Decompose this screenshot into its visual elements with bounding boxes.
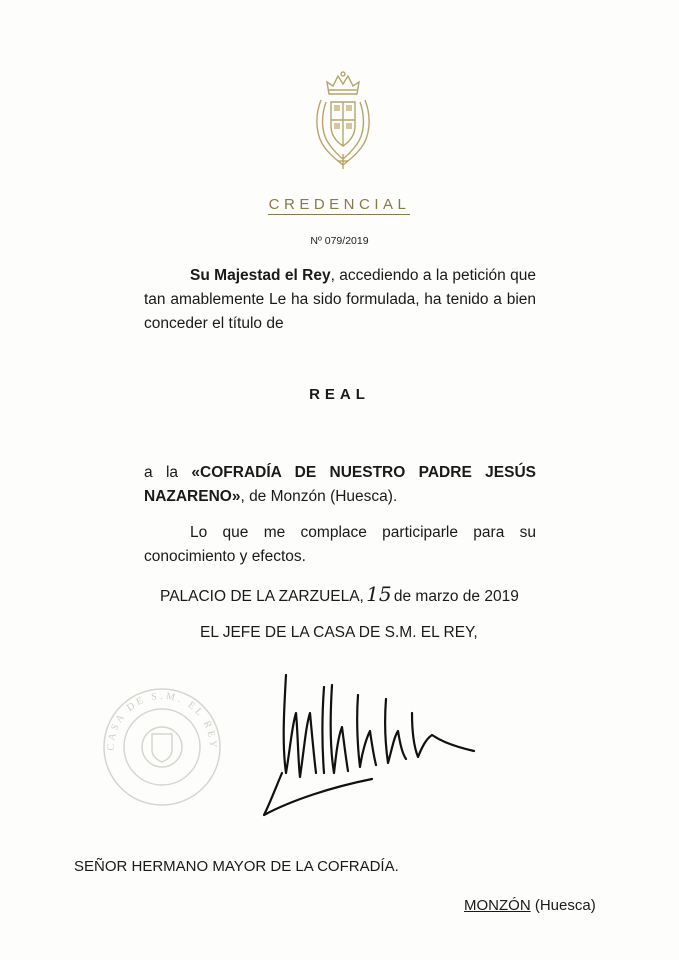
province-name: (Huesca) [534,897,596,914]
recipient-suffix: , de Monzón (Huesca). [240,488,398,505]
place-text: PALACIO DE LA ZARZUELA, [160,588,364,605]
reference-number: Nº 079/2019 [310,235,369,247]
handwritten-day: 15 [366,582,392,606]
recipient-name: «COFRADÍA DE NUESTRO PADRE JESÚS NAZARENO» [144,464,536,505]
royal-crest-icon [307,70,379,170]
recipient-paragraph [144,461,536,509]
intro-paragraph [144,264,536,336]
addressee: SEÑOR HERMANO MAYOR DE LA COFRADÍA. [74,858,399,875]
signatory-title: EL JEFE DE LA CASA DE S.M. EL REY, [200,624,478,641]
granted-title: REAL [309,386,370,403]
svg-text:CASA DE S.M. EL REY [106,691,218,751]
seal-inscription: CASA DE S.M. EL REY [105,690,219,751]
recipient-prefix: a la [144,464,192,481]
place-date-line [160,582,519,606]
date-text: de marzo de 2019 [393,588,519,605]
intro-subject: Su Majestad el Rey [190,267,331,284]
addressee-location [464,897,596,914]
closing-paragraph: Lo que me complace participarle para su conocimiento y efectos. [144,524,536,565]
city-name: MONZÓN [464,897,531,914]
embossed-seal-icon [96,684,228,810]
title-underline [268,214,410,215]
handwritten-signature [262,655,490,820]
intro-text: , accediendo a la petición que tan amablemente Le ha sido formulada, ha tenido a bien conceder el título de [144,267,536,332]
document-title: CREDENCIAL [268,196,411,213]
